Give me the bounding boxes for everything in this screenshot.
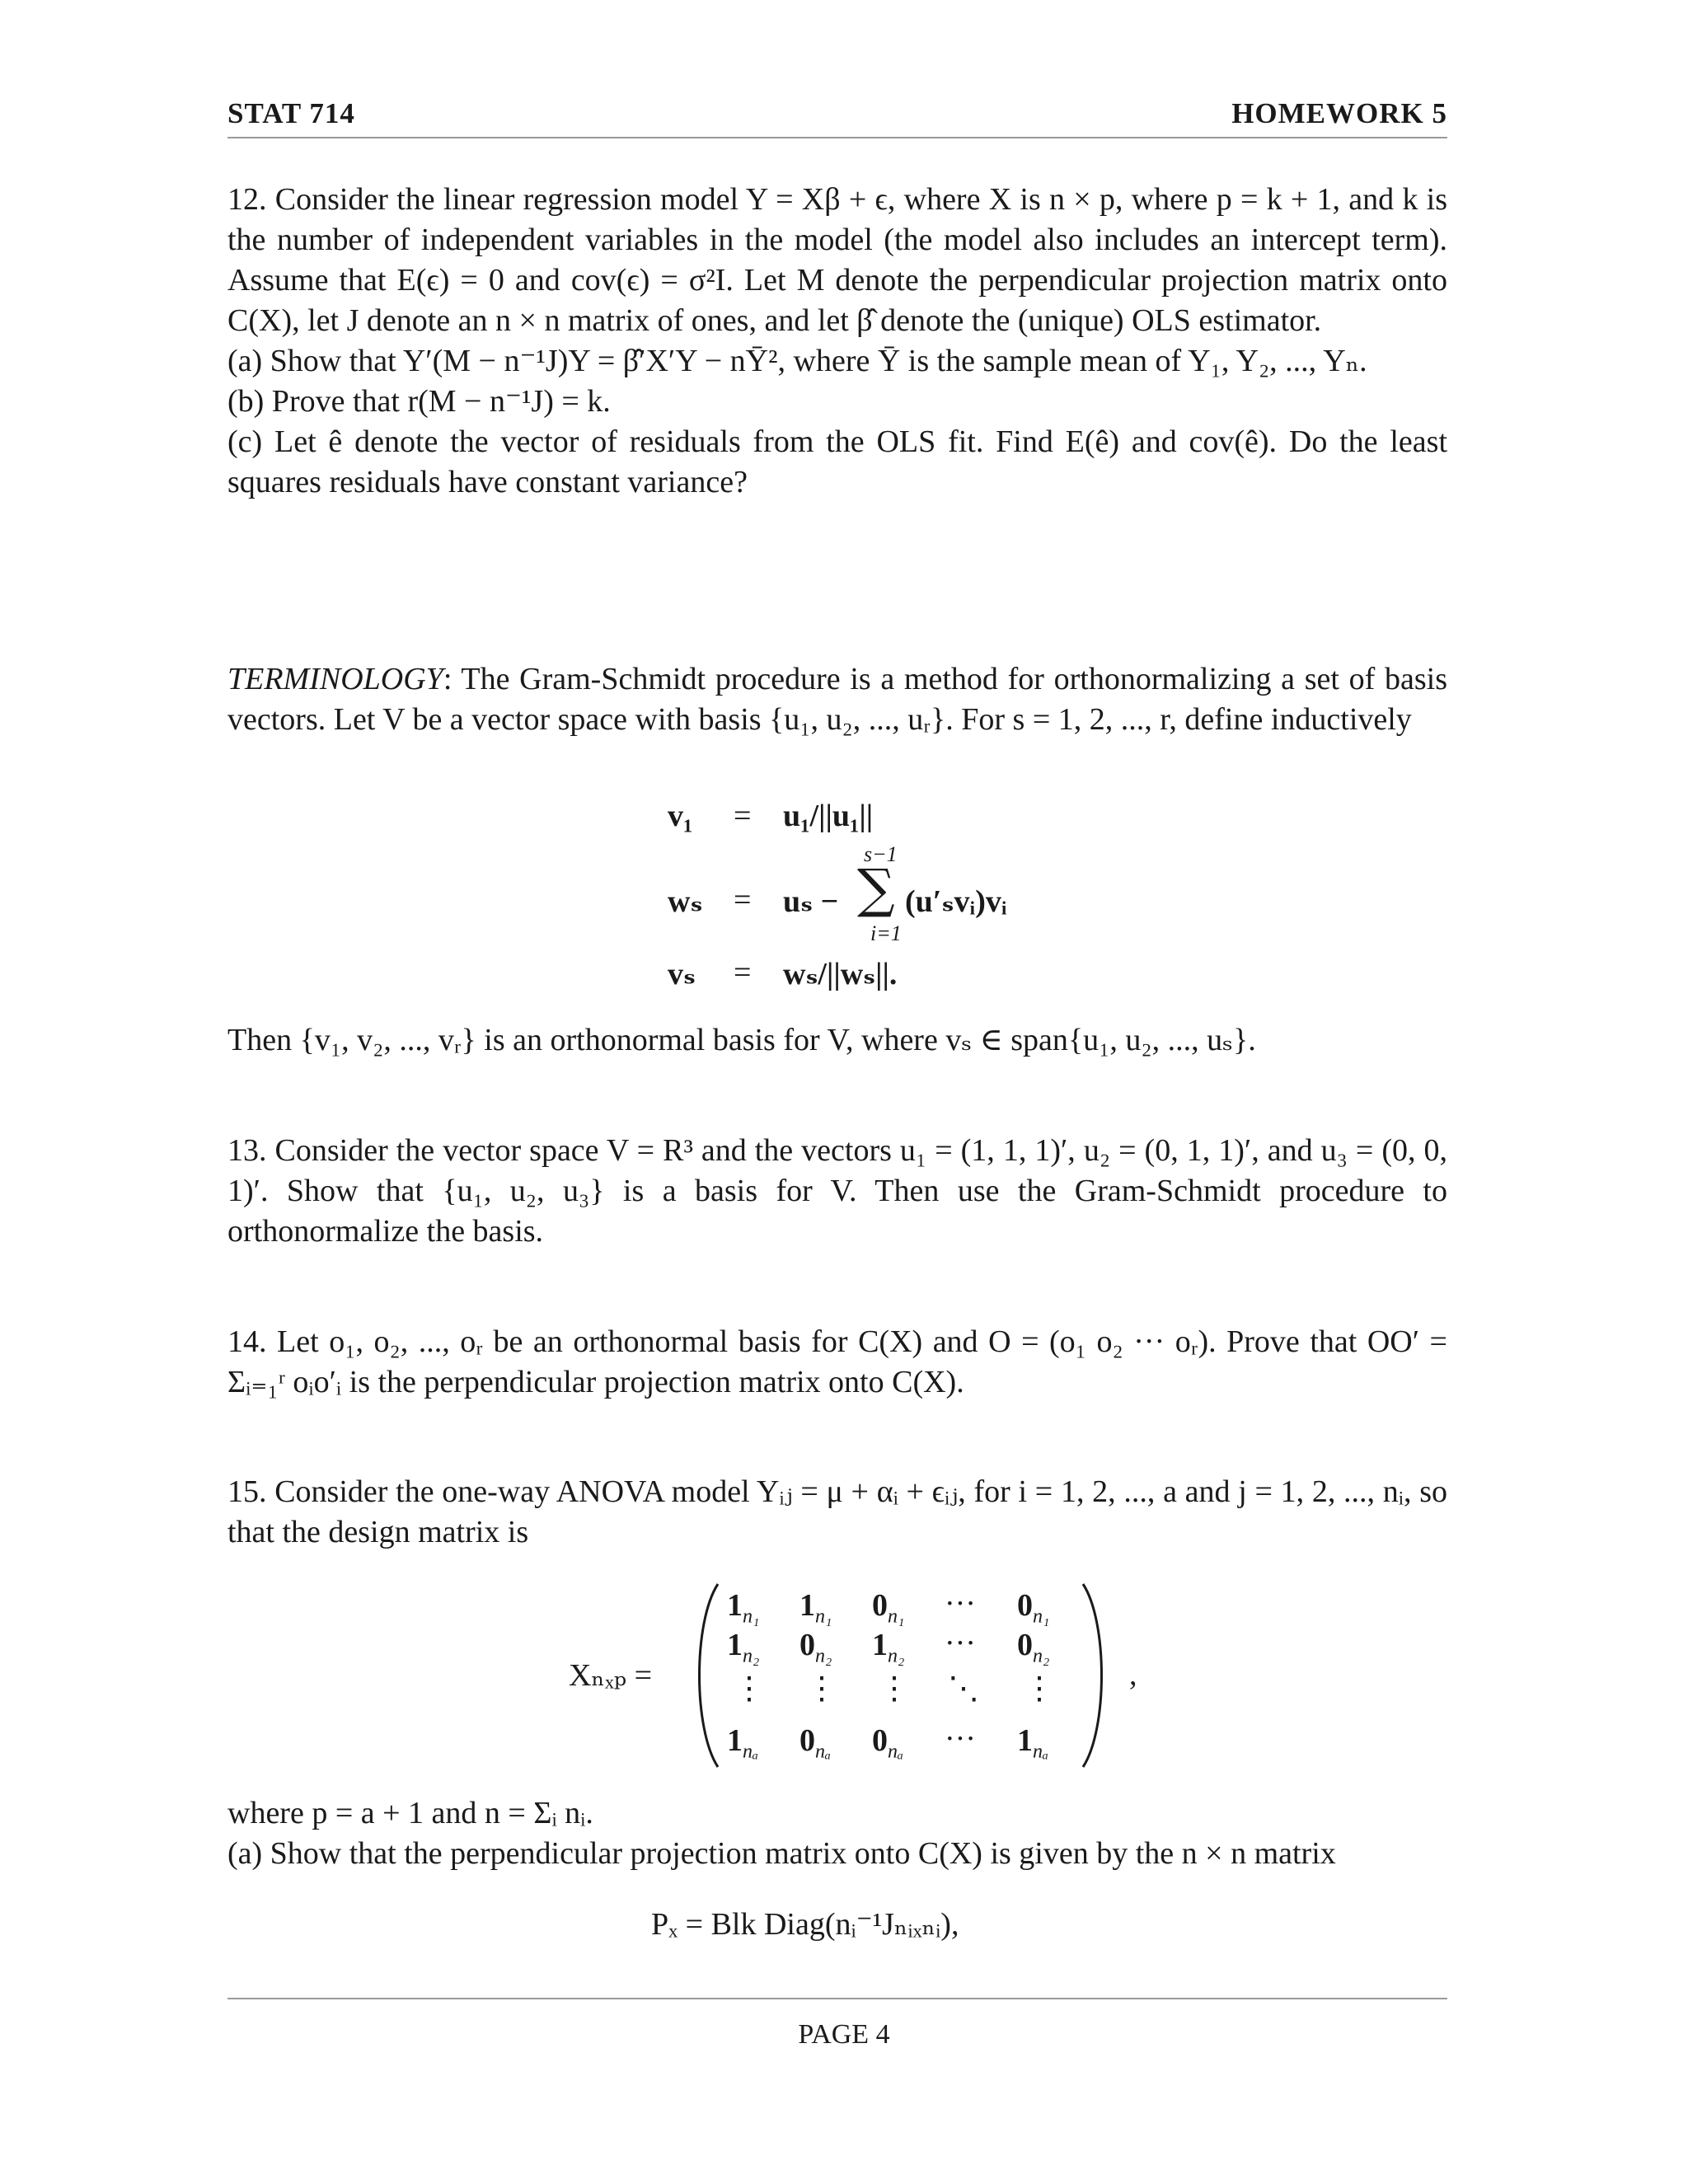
terminology-block — [227, 659, 1447, 740]
matrix-hdots-r2: ··· — [945, 1626, 976, 1661]
matrix-cell-r2c2: $0_{n_2}$ — [799, 1628, 832, 1667]
matrix-vdots-c3: ⋮ — [879, 1671, 910, 1706]
page-number: PAGE 4 — [798, 2019, 890, 2050]
q12-part-c: (c) Let ê denote the vector of residuals from the OLS fit. Find E(ê) and cov(ê). Do the least squares residuals have constant variance? — [227, 424, 1447, 499]
matrix-cell-r1c5: $0_{n_1}$ — [1017, 1588, 1050, 1628]
matrix-cell-r3c1: $1_{n_a}$ — [727, 1723, 759, 1763]
eq3-lhs: vₛ — [668, 957, 696, 991]
summation-symbol: ∑ — [857, 859, 895, 920]
matrix-hdots-r3: ··· — [945, 1722, 976, 1756]
left-parenthesis — [688, 1581, 721, 1770]
matrix-cell-r1c3: $0_{n_1}$ — [872, 1588, 905, 1628]
terminology-label: TERMINOLOGY — [227, 662, 443, 696]
matrix-ddots: ⋱ — [948, 1671, 979, 1706]
matrix-hdots-r1: ··· — [945, 1586, 976, 1621]
matrix-cell-r3c2: $0_{n_a}$ — [799, 1723, 832, 1763]
q12-intro: 12. Consider the linear regression model Y = Xβ + ϵ, where X is n × p, where p = k + 1, and k is the number of independent variables in the model (the model also includes an intercept term). Assume that E(ϵ) = 0 and cov(ϵ) = σ²I. Let M denote the perpendicular projection matrix onto C(X), let J denote an n × n matrix of ones, and let β̂ denote the (unique) OLS estimator. — [227, 182, 1447, 338]
question-12 — [227, 180, 1447, 503]
matrix-cell-r1c1: $1_{n_1}$ — [727, 1588, 760, 1628]
matrix-cell-r3c5: $1_{n_a}$ — [1017, 1723, 1049, 1763]
matrix-label: Xₙₓₚ = — [569, 1658, 653, 1693]
matrix-cell-r3c3: $0_{n_a}$ — [872, 1723, 904, 1763]
matrix-cell-r2c3: $1_{n_2}$ — [872, 1628, 905, 1667]
gram-schmidt-conclusion: Then {v₁, v₂, ..., vᵣ} is an orthonormal basis for V, where vₛ ∈ span{u₁, u₂, ..., uₛ}. — [227, 1023, 1256, 1057]
question-14: 14. Let o₁, o₂, ..., oᵣ be an orthonormal basis for C(X) and O = (o₁ o₂ ··· oᵣ). Prove that OO′ = Σᵢ₌₁ʳ oᵢo′ᵢ is the perpendicular projection matrix onto C(X). — [227, 1324, 1447, 1399]
q12-part-b: (b) Prove that r(M − n⁻¹J) = k. — [227, 384, 611, 419]
matrix-vdots-c2: ⋮ — [806, 1671, 837, 1706]
eq1-sign: = — [734, 799, 752, 833]
question-15-intro: 15. Consider the one-way ANOVA model Yᵢⱼ = μ + αᵢ + ϵᵢⱼ, for i = 1, 2, ..., a and j = 1, 2, ..., nᵢ, so that the design matrix is — [227, 1474, 1447, 1549]
header-rule — [227, 137, 1447, 138]
matrix-vdots-c1: ⋮ — [734, 1671, 765, 1706]
q15-where: where p = a + 1 and n = Σᵢ nᵢ. — [227, 1796, 593, 1830]
eq3-sign: = — [734, 955, 752, 990]
matrix-cell-r1c2: $1_{n_1}$ — [799, 1588, 832, 1628]
eq1-lhs: v₁ — [668, 799, 693, 833]
course-header: STAT 714 — [227, 97, 355, 129]
eq2-lhs: wₛ — [668, 884, 703, 919]
footer-rule — [227, 1998, 1447, 1999]
question-15-body — [227, 1793, 1447, 1874]
matrix-cell-r2c1: $1_{n_2}$ — [727, 1628, 760, 1667]
eq2-lower-limit: i=1 — [870, 921, 902, 945]
matrix-trailing-comma: , — [1129, 1657, 1137, 1692]
eq3-rhs: wₛ/||wₛ||. — [783, 957, 898, 991]
right-parenthesis — [1080, 1581, 1113, 1770]
eq2-upper-limit: s−1 — [864, 842, 898, 866]
matrix-vdots-c5: ⋮ — [1024, 1671, 1055, 1706]
eq2-sign: = — [734, 883, 752, 917]
eq1-rhs: u₁/||u₁|| — [783, 799, 874, 833]
eq2-rhs-b: (u′ₛvᵢ)vᵢ — [905, 884, 1007, 919]
terminology-text: : The Gram-Schmidt procedure is a method for orthonormalizing a set of basis vectors. Let V be a vector space with basis {u₁, u₂, ..., uᵣ}. For s = 1, 2, ..., r, define inductively — [227, 662, 1447, 737]
q12-part-a: (a) Show that Y′(M − n⁻¹J)Y = β̂′X′Y − nȲ², where Ȳ is the sample mean of Y₁, Y₂, ..., Yₙ. — [227, 344, 1367, 378]
q15-part-a: (a) Show that the perpendicular projection matrix onto C(X) is given by the n × n matrix — [227, 1836, 1336, 1871]
projection-matrix-equation: Pₓ = Blk Diag(nᵢ⁻¹Jₙᵢₓₙᵢ), — [651, 1907, 959, 1942]
eq2-rhs-a: uₛ − — [783, 884, 839, 919]
question-13: 13. Consider the vector space V = R³ and the vectors u₁ = (1, 1, 1)′, u₂ = (0, 1, 1)′, and u₃ = (0, 0, 1)′. Show that {u₁, u₂, u₃} is a basis for V. Then use the Gram-Schmidt procedure to orthonormalize the basis. — [227, 1133, 1447, 1249]
homework-header: HOMEWORK 5 — [1231, 97, 1447, 129]
matrix-cell-r2c5: $0_{n_2}$ — [1017, 1628, 1050, 1667]
